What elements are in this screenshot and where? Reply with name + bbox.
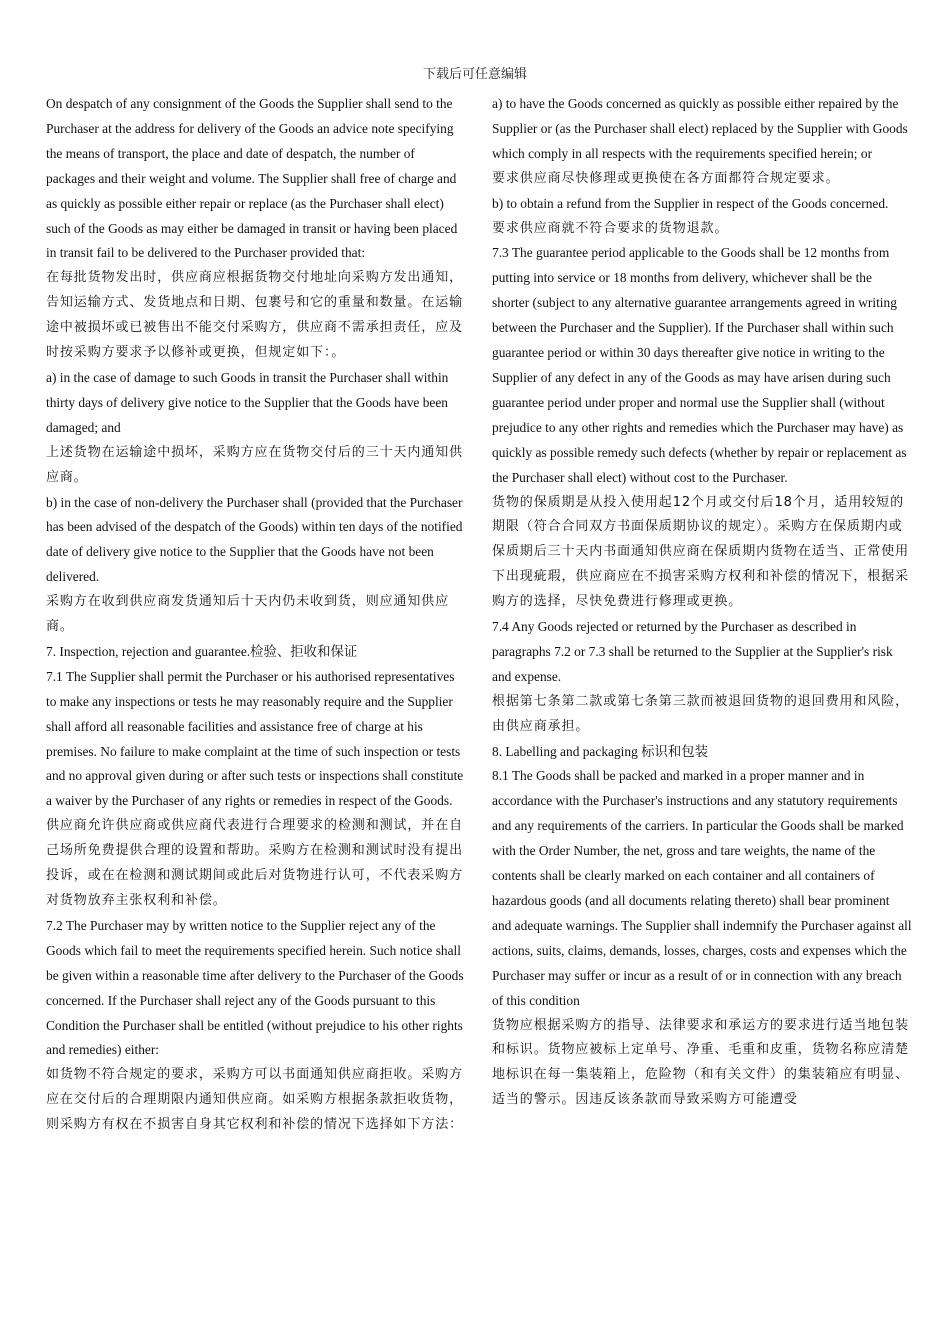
paragraph-option-a-zh: 要求供应商尽快修理或更换使在各方面都符合规定要求。 <box>492 170 840 186</box>
right-column <box>492 92 912 1113</box>
left-column <box>46 92 464 1138</box>
section-heading-8: 8. Labelling and packaging 标识和包装 <box>492 743 709 759</box>
paragraph-7-1: 7.1 The Supplier shall permit the Purchaser or his authorised representatives to make any inspections or tests he may reasonably require and the Supplier shall afford all reasonable facilities and assistance free of charge at his premises. No failure to make complaint at the time of such inspection or tests and no approval given during or after such tests or inspections shall constitute a waiver by the Purchaser of any rights or remedies in respect of the Goods. <box>46 668 464 809</box>
paragraph-transit-damage-zh: 上述货物在运输途中损坏，采购方应在货物交付后的三十天内通知供应商。 <box>46 444 464 485</box>
paragraph-7-3-zh: 货物的保质期是从投入使用起12个月或交付后18个月，适用较短的期限（符合合同双方书面保质期协议的规定）。采购方在保质期内或保质期后三十天内书面通知供应商在保质期内货物在适当、正常使用下出现疵瑕，供应商应在不损害采购方权利和补偿的情况下，根据采购方的选择，尽快免费进行修理或更换。 <box>492 494 910 610</box>
paragraph-despatch-advice: On despatch of any consignment of the Goods the Supplier shall send to the Purchaser at the address for delivery of the Goods an advice note specifying the means of transport, the place and date of despatch, the number of packages and their weight and volume. The Supplier shall free of charge and as quickly as possible either repair or replace (as the Purchaser shall elect) such of the Goods as may either be damaged in transit or having been placed in transit fail to be delivered to the Purchaser provided that: <box>46 96 458 261</box>
paragraph-option-a: a) to have the Goods concerned as quickly as possible either repaired by the Supplier or (as the Purchaser shall elect) replaced by the Supplier with Goods which comply in all respects with the requirements specified herein; or <box>492 96 908 161</box>
paragraph-8-1: 8.1 The Goods shall be packed and marked in a proper manner and in accordance with the Purchaser's instructions and any statutory requirements and any requirements of the carriers. In particular the Goods shall be marked with the Order Number, the net, gross and tare weights, the name of the contents shall be clearly marked on each container and all containers of hazardous goods (and all documents relating thereto) shall bear prominent and adequate warnings. The Supplier shall indemnify the Purchaser against all actions, suits, claims, demands, losses, charges, costs and expenses which the Purchaser may suffer or incur as a result of or in connection with any breach of this condition <box>492 768 912 1008</box>
paragraph-transit-damage: a) in the case of damage to such Goods in transit the Purchaser shall within thirty days of delivery give notice to the Supplier that the Goods have been damaged; and <box>46 369 449 435</box>
paragraph-option-b: b) to obtain a refund from the Supplier in respect of the Goods concerned. <box>492 195 889 211</box>
page-header: 下载后可任意编辑 <box>422 66 527 81</box>
paragraph-7-2-zh: 如货物不符合规定的要求，采购方可以书面通知供应商拒收。采购方应在交付后的合理期限内通知供应商。如采购方根据条款拒收货物，则采购方有权在不损害自身其它权利和补偿的情况下选择如下方法： <box>46 1067 464 1133</box>
paragraph-8-1-zh: 货物应根据采购方的指导、法律要求和承运方的要求进行适当地包装和标识。货物应被标上定单号、净重、毛重和皮重，货物名称应清楚地标识在每一集装箱上，危险物（和有关文件）的集装箱应有明显、适当的警示。因违反该条款而导致采购方可能遭受 <box>492 1017 910 1108</box>
paragraph-despatch-advice-zh: 在每批货物发出时，供应商应根据货物交付地址向采购方发出通知，告知运输方式、发货地点和日期、包裹号和它的重量和数量。在运输途中被损坏或已被售出不能交付采购方，供应商不需承担责任，应及时按采购方要求予以修补或更换，但规定如下：。 <box>46 270 464 361</box>
paragraph-7-2: 7.2 The Purchaser may by written notice to the Supplier reject any of the Goods which fail to meet the requirements specified herein. Such notice shall be given within a reasonable time after delivery to the Purchaser of the Goods concerned. If the Purchaser shall reject any of the Goods pursuant to this Condition the Purchaser shall be entitled (without prejudice to his other rights and remedies) either: <box>46 917 464 1058</box>
section-heading-7: 7. Inspection, rejection and guarantee.检验、拒收和保证 <box>46 643 358 659</box>
paragraph-7-4: 7.4 Any Goods rejected or returned by the Purchaser as described in paragraphs 7.2 or 7.3 shall be returned to the Supplier at the Supplier's risk and expense. <box>492 619 893 684</box>
paragraph-7-1-zh: 供应商允许供应商或供应商代表进行合理要求的检测和测试，并在自己场所免费提供合理的设置和帮助。采购方在检测和测试时没有提出投诉，或在在检测和测试期间或此后对货物进行认可，不代表采购方对货物放弃主张权利和补偿。 <box>46 818 464 908</box>
paragraph-non-delivery-zh: 采购方在收到供应商发货通知后十天内仍未收到货，则应通知供应商。 <box>46 594 450 635</box>
paragraph-7-4-zh: 根据第七条第二款或第七条第三款而被退回货物的退回费用和风险，由供应商承担。 <box>492 693 910 734</box>
paragraph-option-b-zh: 要求供应商就不符合要求的货物退款。 <box>492 220 729 236</box>
paragraph-7-3: 7.3 The guarantee period applicable to the Goods shall be 12 months from putting into service or 18 months from delivery, whichever shall be the shorter (subject to any alternative guarantee arrangements agreed in writing between the Purchaser and the Supplier). If the Purchaser shall within such guarantee period or within 30 days thereafter give notice in writing to the Supplier of any defect in any of the Goods as may have arisen during such guarantee period under proper and normal use the Supplier shall (without prejudice to any other rights and remedies which the Purchaser may have) as quickly as possible remedy such defects (whether by repair or replacement as the Purchaser shall elect) without cost to the Purchaser. <box>492 245 907 485</box>
paragraph-non-delivery: b) in the case of non-delivery the Purchaser shall (provided that the Purchaser has been advised of the despatch of the Goods) within ten days of the notified date of delivery give notice to the Supplier that the Goods have not been delivered. <box>46 494 463 585</box>
